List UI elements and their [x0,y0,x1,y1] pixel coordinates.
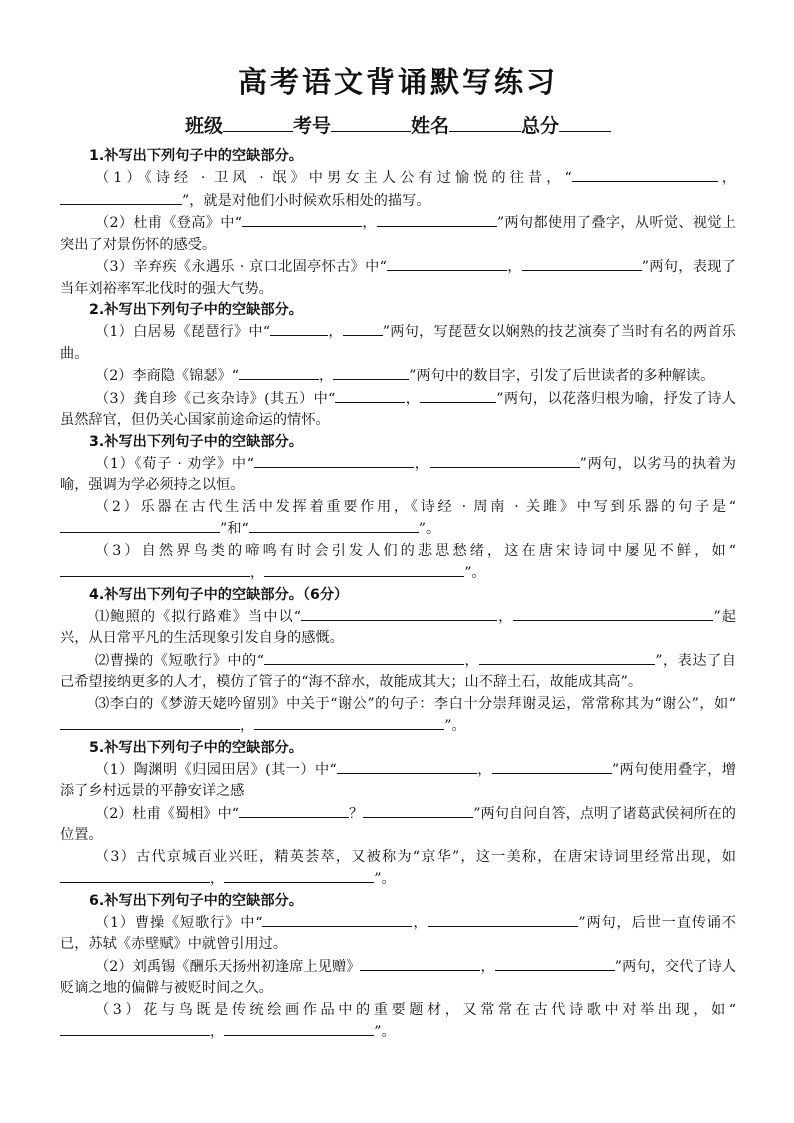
question-item: （1）《诗经 · 卫风 · 氓》中男女主人公有过愉悦的往昔，“ ，”，就是对他们小时候欢乐相处的描写。 [60,167,736,212]
question-item: （1）陶渊明《归园田居》(其一）中“ ， ”两句使用叠字，增添了乡村远景的平静安详之感 [60,759,736,803]
answer-blank[interactable] [343,321,383,336]
answer-blank[interactable] [430,453,580,468]
section-heading: 1.补写出下列句子中的空缺部分。 [89,148,303,164]
answer-blank[interactable] [60,562,250,577]
score-label: 总分 [521,115,560,137]
question-item: ⑵曹操的《短歌行》中的“ ， ”，表达了自己希望接纳更多的人才，模仿了管子的“海不辞水，故能成其大；山不辞土石，故能成其高”。 [60,650,736,694]
class-blank[interactable] [223,113,293,132]
answer-blank[interactable] [239,803,349,818]
answer-blank[interactable] [224,1021,374,1036]
section-heading: 2.补写出下列句子中的空缺部分。 [89,302,303,318]
name-label: 姓名 [411,115,450,137]
answer-blank[interactable] [522,256,642,271]
answer-blank[interactable] [492,759,612,774]
question-item: （2）李商隐《锦瑟》“ ， ”两句中的数目字，引发了后世读者的多种解读。 [60,365,736,388]
exam-no-blank[interactable] [331,113,411,132]
answer-blank[interactable] [572,167,718,182]
section-heading: 6.补写出下列句子中的空缺部分。 [89,892,303,909]
score-blank[interactable] [559,113,611,132]
answer-blank[interactable] [335,388,405,403]
answer-blank[interactable] [60,518,220,533]
question-item: （1）曹操《短歌行》中“ ， ”两句，后世一直传诵不已，苏轼《赤壁赋》中就曾引用过。 [60,912,736,956]
question-item: （2）杜甫《登高》中“ ， ”两句都使用了叠字，从听觉、视觉上突出了对景伤怀的感受。 [60,212,736,256]
answer-blank[interactable] [428,912,578,927]
question-item: （3）辛弃疾《永遇乐 · 京口北固亭怀古》中“ ， ”两句，表现了当年刘裕率军北伐时的强大气势。 [60,256,736,300]
name-blank[interactable] [449,113,521,132]
answer-blank[interactable] [264,650,464,665]
answer-blank[interactable] [254,715,444,730]
answer-blank[interactable] [479,650,655,665]
question-item: （2）杜甫《蜀相》中“ ？ ”两句自问自答，点明了诸葛武侯祠所在的位置。 [60,803,736,847]
answer-blank[interactable] [301,606,497,621]
question-item: （1）白居易《琵琶行》中“ ， ”两句，写琵琶女以娴熟的技艺演奏了当时有名的两首乐曲。 [60,321,736,365]
answer-blank[interactable] [249,518,419,533]
answer-blank[interactable] [262,912,412,927]
answer-blank[interactable] [513,606,713,621]
question-item: ⑶李白的《梦游天姥吟留别》中关于“谢公”的句子：李白十分崇拜谢灵运，常常称其为“谢公”，如“， ”。 [60,694,736,738]
answer-blank[interactable] [60,190,182,205]
question-item: ⑴鲍照的《拟行路难》当中以“ ， ”起兴，从日常平凡的生活现象引发自身的感慨。 [60,606,736,650]
section-heading: 4.补写出下列句子中的空缺部分。（6分） [89,586,349,603]
answer-blank[interactable] [420,388,496,403]
answer-blank[interactable] [337,759,477,774]
question-item: （3）龚自珍《己亥杂诗》(其五）中“ ， ”两句，以花落归根为喻，抒发了诗人虽然辞官，但仍关心国家前途命运的情怀。 [60,388,736,432]
answer-blank[interactable] [387,256,507,271]
section-heading: 5.补写出下列句子中的空缺部分。 [89,739,303,756]
exam-no-label: 考号 [292,115,331,137]
section-heading: 3.补写出下列句子中的空缺部分。 [89,433,303,450]
answer-blank[interactable] [363,803,473,818]
answer-blank[interactable] [60,1021,210,1036]
answer-blank[interactable] [60,868,210,883]
answer-blank[interactable] [264,562,464,577]
question-item: （3）自然界鸟类的啼鸣有时会引发人们的悲思愁绪，这在唐宋诗词中屡见不鲜，如“， ”。 [60,541,736,585]
answer-blank[interactable] [224,868,374,883]
question-item: （2）乐器在古代生活中发挥着重要作用，《诗经 · 周南 · 关雎》中写到乐器的句子是“”和“ ”。 [60,497,736,541]
answer-blank[interactable] [333,365,409,380]
answer-blank[interactable] [242,212,362,227]
answer-blank[interactable] [270,321,328,336]
answer-blank[interactable] [377,212,497,227]
answer-blank[interactable] [239,365,319,380]
question-item: （2）刘禹锡《酬乐天扬州初逢席上见赠》 ， ”两句，交代了诗人贬谪之地的偏僻与被贬时间之久。 [60,956,736,1000]
student-info-line [60,111,736,138]
answer-blank[interactable] [360,956,480,971]
answer-blank[interactable] [60,715,240,730]
answer-blank[interactable] [254,453,414,468]
question-item: （3）花与鸟既是传统绘画作品中的重要题材，又常常在古代诗歌中对举出现，如“， ”。 [60,1000,736,1044]
question-item: （1）《荀子 · 劝学》中“ ， ”两句，以劣马的执着为喻，强调为学必须持之以恒。 [60,453,736,497]
question-item: （3）古代京城百业兴旺，精英荟萃，又被称为“京华”，这一美称，在唐宋诗词里经常出现，如， ”。 [60,847,736,891]
class-label: 班级 [184,115,223,137]
page-title: 高考语文背诵默写练习 [237,65,558,99]
answer-blank[interactable] [495,956,615,971]
